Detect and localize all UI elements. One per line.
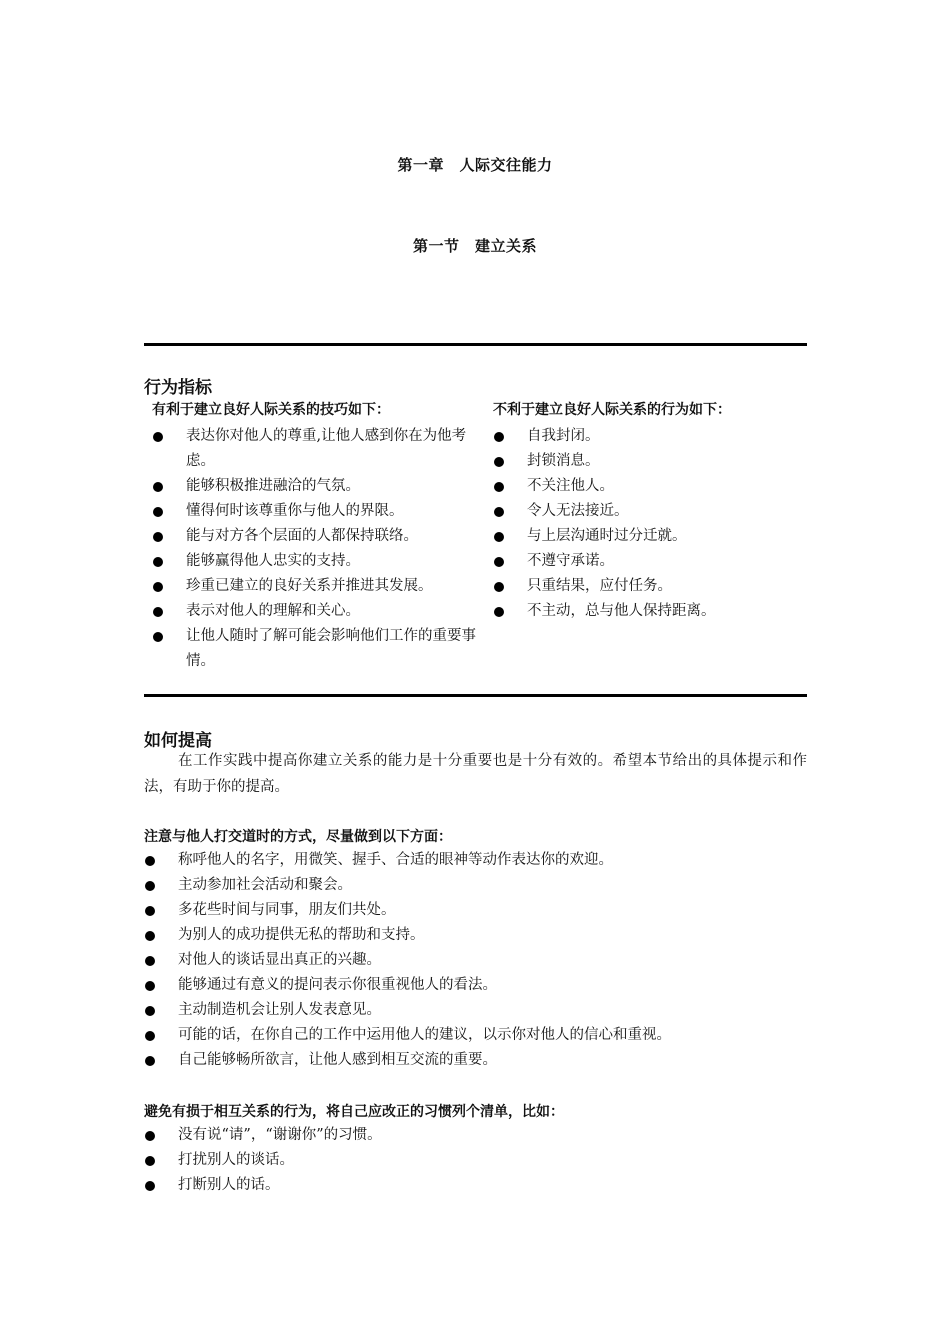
list-item: 对他人的谈话显出真正的兴趣。 bbox=[144, 948, 807, 973]
top-divider bbox=[144, 343, 807, 346]
bullet-icon bbox=[145, 956, 155, 966]
bullet-icon bbox=[145, 1056, 155, 1066]
bullet-icon bbox=[145, 1156, 155, 1166]
list-item: 可能的话，在你自己的工作中运用他人的建议，以示你对他人的信心和重视。 bbox=[144, 1023, 807, 1048]
list-item: 不关注他人。 bbox=[493, 474, 828, 499]
improve-intro-paragraph: 在工作实践中提高你建立关系的能力是十分重要也是十分有效的。希望本节给出的具体提示和作法，有助于你的提高。 bbox=[144, 753, 807, 795]
positive-behaviors-list bbox=[152, 424, 487, 674]
list-item: 珍重已建立的良好关系并推进其发展。 bbox=[152, 574, 476, 599]
list-item: 能够积极推进融洽的气氛。 bbox=[152, 474, 476, 499]
list-item: 能够通过有意义的提问表示你很重视他人的看法。 bbox=[144, 973, 807, 998]
list-item: 表达你对他人的尊重,让他人感到你在为他考虑。 bbox=[152, 424, 476, 474]
bullet-icon bbox=[153, 557, 163, 567]
positive-behaviors-column bbox=[152, 399, 487, 674]
bullet-icon bbox=[494, 507, 504, 517]
section-title: 第一节 建立关系 bbox=[412, 237, 537, 255]
bottom-divider bbox=[144, 694, 807, 697]
list-item: 能与对方各个层面的人都保持联络。 bbox=[152, 524, 476, 549]
negative-behaviors-title: 不利于建立良好人际关系的行为如下： bbox=[493, 402, 731, 418]
list-item: 自己能够畅所欲言，让他人感到相互交流的重要。 bbox=[144, 1048, 807, 1073]
list-item: 主动制造机会让别人发表意见。 bbox=[144, 998, 807, 1023]
bullet-icon bbox=[494, 457, 504, 467]
habits-to-avoid-title: 避免有损于相互关系的行为，将自己应改正的习惯列个清单，比如： bbox=[144, 1104, 564, 1120]
list-item: 没有说“请”，“谢谢你”的习惯。 bbox=[144, 1123, 807, 1148]
bullet-icon bbox=[153, 482, 163, 492]
list-item: 让他人随时了解可能会影响他们工作的重要事情。 bbox=[152, 624, 476, 674]
interaction-tips-list bbox=[144, 848, 807, 1073]
bullet-icon bbox=[153, 507, 163, 517]
list-item: 称呼他人的名字，用微笑、握手、合适的眼神等动作表达你的欢迎。 bbox=[144, 848, 807, 873]
bullet-icon bbox=[494, 532, 504, 542]
negative-behaviors-column bbox=[493, 399, 828, 624]
list-item: 主动参加社会活动和聚会。 bbox=[144, 873, 807, 898]
bullet-icon bbox=[145, 1131, 155, 1141]
bullet-icon bbox=[145, 981, 155, 991]
positive-behaviors-title: 有利于建立良好人际关系的技巧如下： bbox=[152, 402, 390, 418]
bullet-icon bbox=[145, 931, 155, 941]
bullet-icon bbox=[153, 607, 163, 617]
chapter-title: 第一章 人际交往能力 bbox=[397, 156, 553, 174]
list-item: 封锁消息。 bbox=[493, 449, 828, 474]
improve-heading: 如何提高 bbox=[144, 731, 212, 751]
bullet-icon bbox=[145, 881, 155, 891]
list-item: 能够赢得他人忠实的支持。 bbox=[152, 549, 476, 574]
bullet-icon bbox=[494, 432, 504, 442]
bullet-icon bbox=[153, 582, 163, 592]
list-item: 为别人的成功提供无私的帮助和支持。 bbox=[144, 923, 807, 948]
list-item: 只重结果，应付任务。 bbox=[493, 574, 828, 599]
list-item: 不遵守承诺。 bbox=[493, 549, 828, 574]
list-item: 打扰别人的谈话。 bbox=[144, 1148, 807, 1173]
interaction-tips bbox=[144, 848, 807, 1073]
bullet-icon bbox=[153, 532, 163, 542]
habits-to-avoid-list bbox=[144, 1123, 807, 1198]
list-item: 懂得何时该尊重你与他人的界限。 bbox=[152, 499, 476, 524]
bullet-icon bbox=[153, 632, 163, 642]
bullet-icon bbox=[145, 1031, 155, 1041]
bullet-icon bbox=[145, 1006, 155, 1016]
negative-behaviors-list bbox=[493, 424, 828, 624]
bullet-icon bbox=[494, 557, 504, 567]
bullet-icon bbox=[494, 607, 504, 617]
list-item: 表示对他人的理解和关心。 bbox=[152, 599, 476, 624]
list-item: 不主动，总与他人保持距离。 bbox=[493, 599, 828, 624]
list-item: 令人无法接近。 bbox=[493, 499, 828, 524]
bullet-icon bbox=[494, 582, 504, 592]
habits-to-avoid bbox=[144, 1123, 807, 1198]
bullet-icon bbox=[145, 856, 155, 866]
interaction-tips-title: 注意与他人打交道时的方式，尽量做到以下方面： bbox=[144, 829, 452, 845]
list-item: 自我封闭。 bbox=[493, 424, 828, 449]
bullet-icon bbox=[145, 906, 155, 916]
bullet-icon bbox=[494, 482, 504, 492]
bullet-icon bbox=[153, 432, 163, 442]
list-item: 多花些时间与同事，朋友们共处。 bbox=[144, 898, 807, 923]
list-item: 打断别人的话。 bbox=[144, 1173, 807, 1198]
list-item: 与上层沟通时过分迁就。 bbox=[493, 524, 828, 549]
bullet-icon bbox=[145, 1181, 155, 1191]
indicators-heading: 行为指标 bbox=[144, 378, 212, 398]
